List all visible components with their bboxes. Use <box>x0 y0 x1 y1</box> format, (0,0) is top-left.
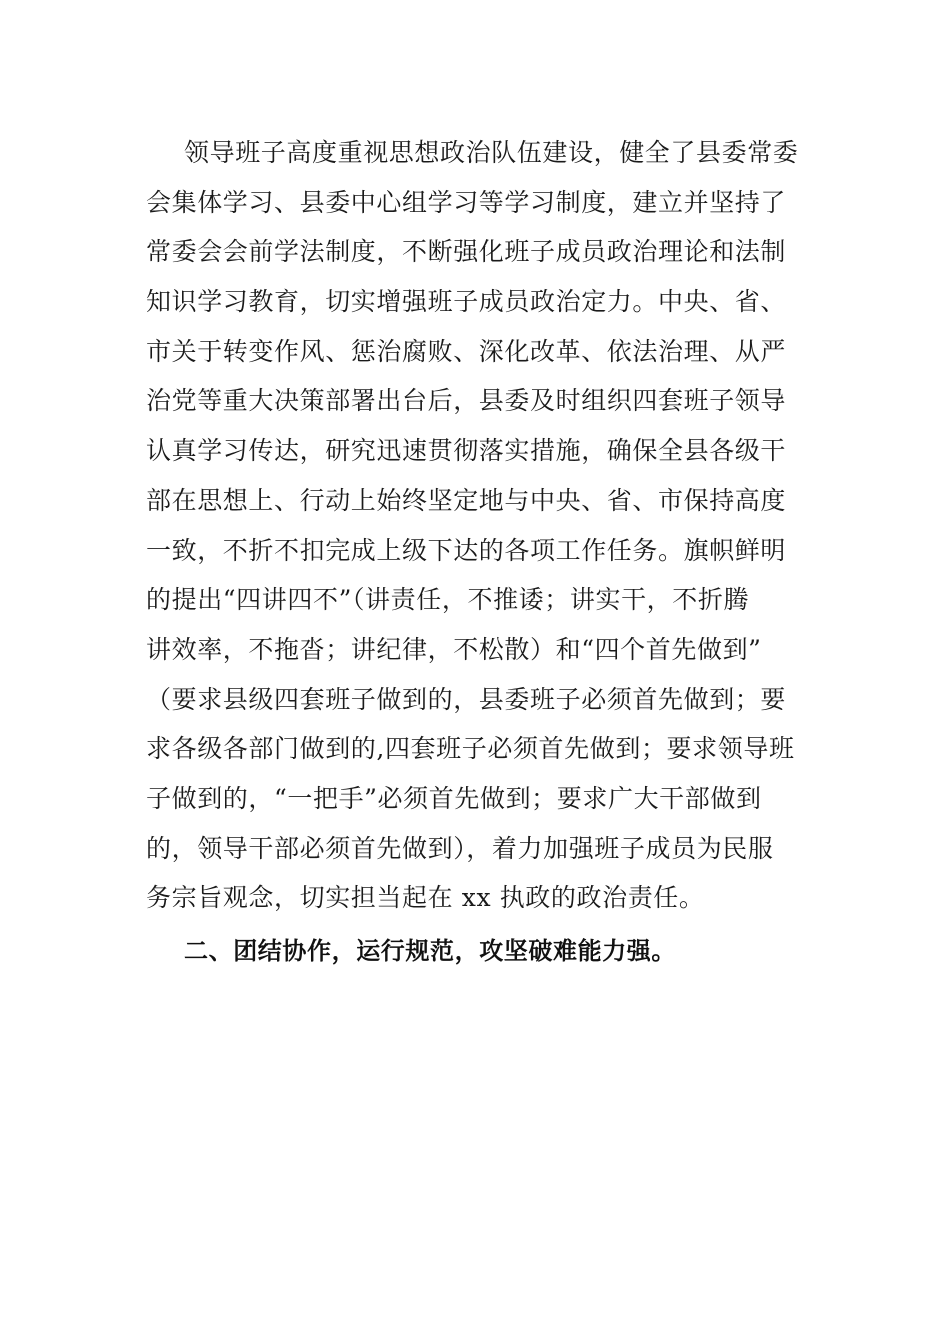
paragraph-line: 子做到的，“一把手”必须首先做到；要求广大干部做到 <box>146 783 762 813</box>
paragraph-line: 会集体学习、县委中心组学习等学习制度，建立并坚持了 <box>146 187 787 217</box>
paragraph-line: 领导班子高度重视思想政治队伍建设，健全了县委常委 <box>184 138 799 167</box>
paragraph-line: 务宗旨观念，切实担当起在 xx 执政的政治责任。 <box>146 883 705 913</box>
body-paragraph <box>146 128 810 923</box>
paragraph-line: 的，领导干部必须首先做到），着力加强班子成员为民服 <box>146 833 774 863</box>
paragraph-line: 知识学习教育，切实增强班子成员政治定力。中央、省、 <box>146 287 787 317</box>
paragraph-line: 认真学习传达，研究迅速贯彻落实措施，确保全县各级干 <box>146 436 787 466</box>
paragraph-line: 求各级各部门做到的,四套班子必须首先做到；要求领导班 <box>146 734 795 764</box>
paragraph-line: 一致，不折不扣完成上级下达的各项工作任务。旗帜鲜明 <box>146 535 787 565</box>
paragraph-line: 常委会会前学法制度，不断强化班子成员政治理论和法制 <box>146 237 787 267</box>
paragraph-line: （要求县级四套班子做到的，县委班子必须首先做到；要 <box>146 684 787 714</box>
paragraph-line: 治党等重大决策部署出台后，县委及时组织四套班子领导 <box>146 386 787 416</box>
paragraph-line: 讲效率，不拖沓；讲纪律，不松散）和“四个首先做到” <box>146 634 762 664</box>
paragraph-line: 市关于转变作风、惩治腐败、深化改革、依法治理、从严 <box>146 336 787 366</box>
paragraph-line: 部在思想上、行动上始终坚定地与中央、省、市保持高度 <box>146 485 787 515</box>
paragraph-line: 的提出“四讲四不”（讲责任，不推诿；讲实干，不折腾 <box>146 585 750 615</box>
section-heading: 二、团结协作，运行规范，攻坚破难能力强。 <box>184 937 676 965</box>
